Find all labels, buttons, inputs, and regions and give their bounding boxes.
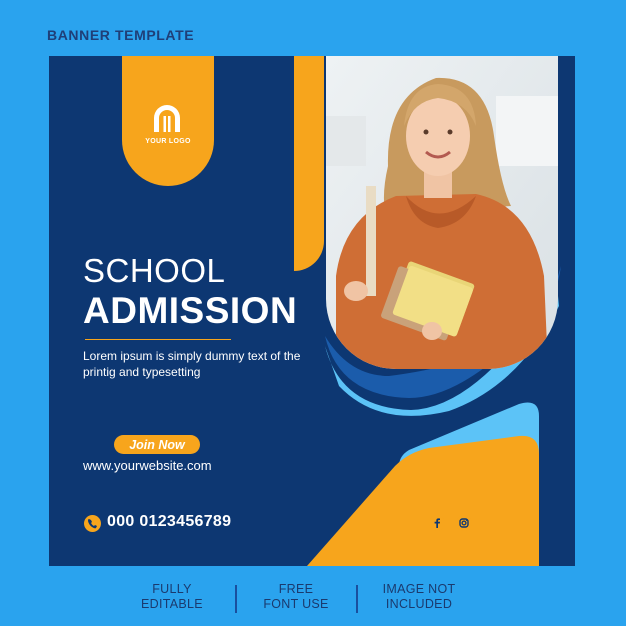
feature-line1: FREE [278, 582, 314, 596]
orange-accent-strip [294, 56, 324, 271]
arch-logo-icon [151, 102, 183, 134]
phone-icon [84, 515, 101, 532]
logo-tab [122, 56, 214, 186]
feature-free-font [236, 582, 356, 612]
header-label: BANNER TEMPLATE [47, 27, 195, 43]
feature-fully-editable [112, 582, 232, 612]
student-illustration [326, 56, 558, 369]
feature-line1: FULLY [152, 582, 192, 596]
feature-line2: EDITABLE [141, 597, 203, 611]
title-underline [85, 339, 231, 340]
feature-line1: IMAGE NOT [382, 582, 456, 596]
feature-image-not-included [359, 582, 479, 612]
phone-number[interactable]: 000 0123456789 [107, 513, 232, 530]
join-now-button[interactable]: Join Now [114, 435, 200, 454]
instagram-icon[interactable] [456, 515, 472, 531]
website-link[interactable]: www.yourwebsite.com [83, 458, 212, 473]
feature-divider [356, 585, 358, 613]
description-text: Lorem ipsum is simply dummy text of the printig and typesetting [83, 349, 301, 379]
feature-line2: INCLUDED [385, 597, 453, 611]
student-photo [326, 56, 558, 369]
feature-row [0, 582, 626, 618]
banner-card [49, 56, 575, 566]
facebook-icon[interactable] [429, 515, 445, 531]
feature-line2: FONT USE [263, 597, 329, 611]
orange-triangle [307, 436, 539, 566]
title-school: SCHOOL [83, 252, 226, 289]
logo-text: YOUR LOGO [145, 138, 191, 145]
title-admission: ADMISSION [83, 290, 298, 331]
